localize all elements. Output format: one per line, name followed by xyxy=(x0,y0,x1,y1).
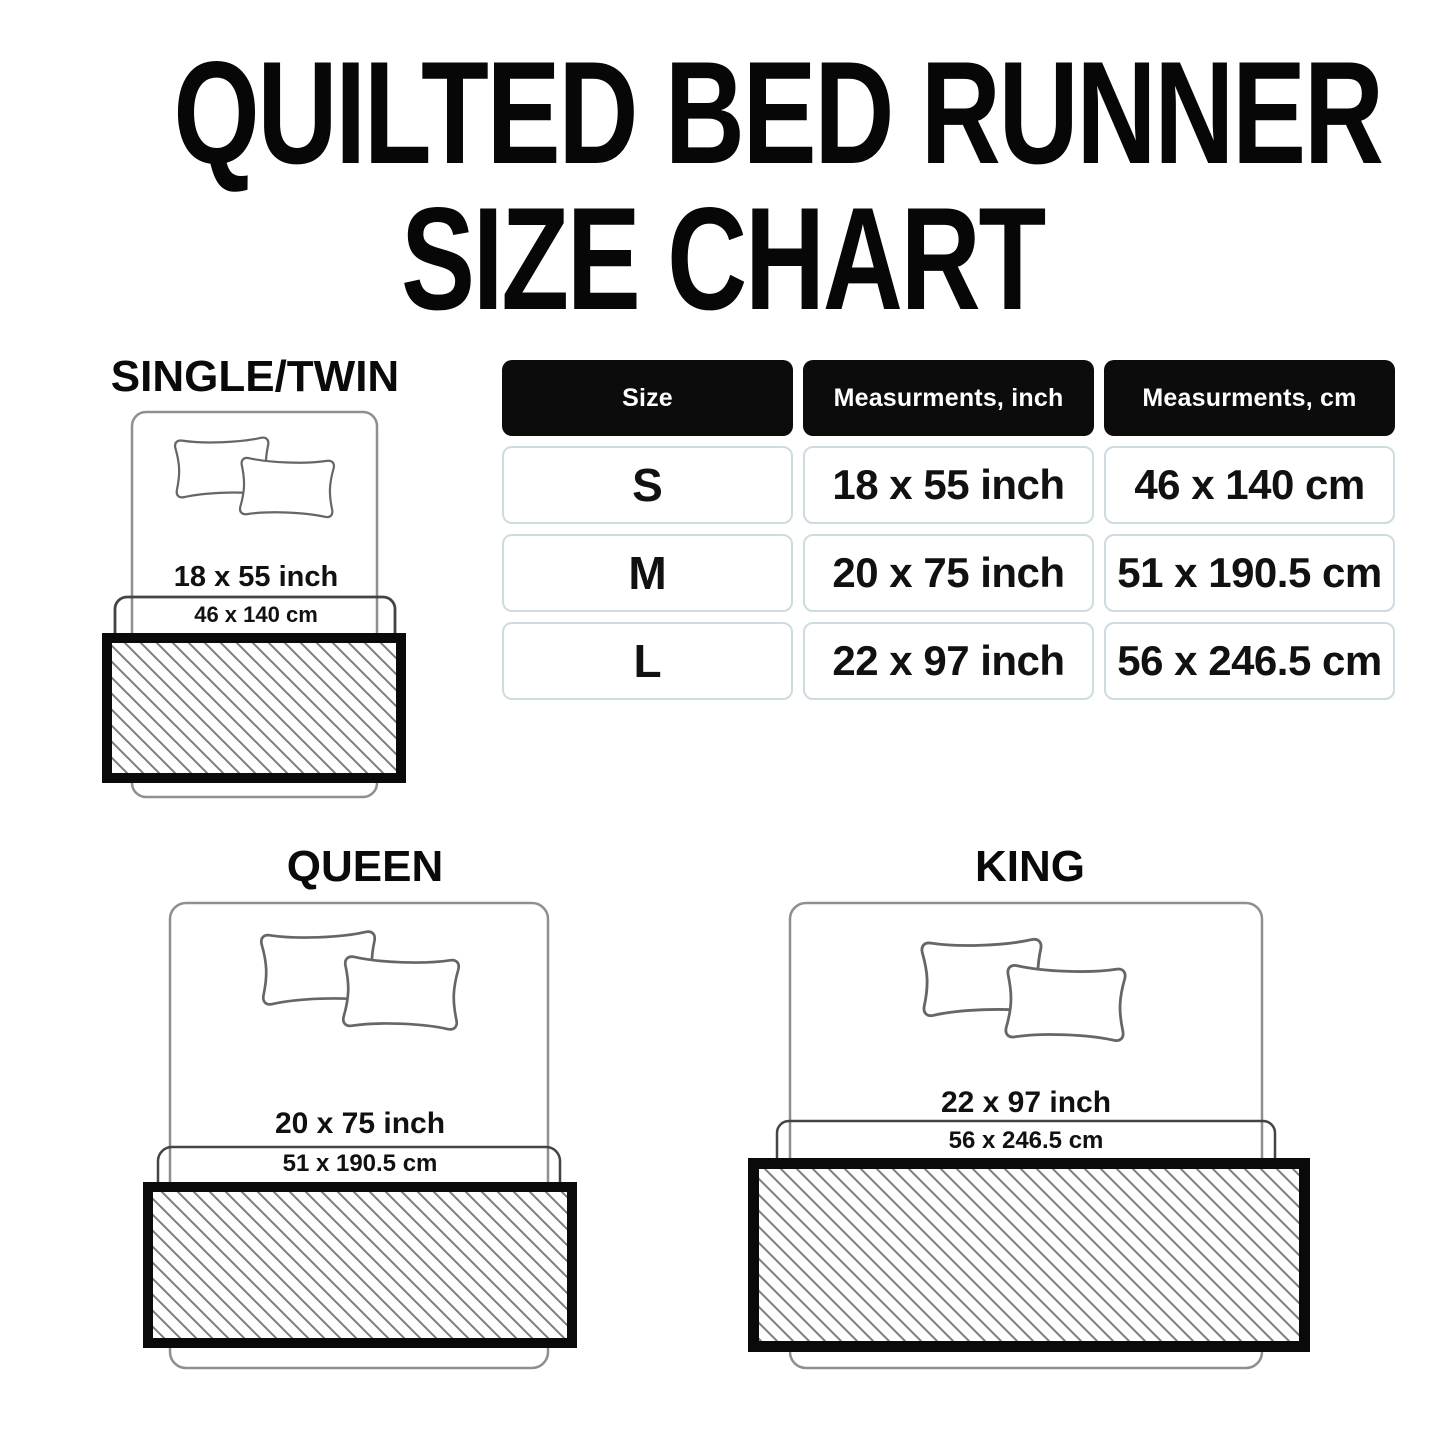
table-cell-s-size: S xyxy=(502,446,793,524)
table-cell-m-inch: 20 x 75 inch xyxy=(803,534,1094,612)
king-diagram xyxy=(740,840,1320,1380)
page-title-line2: SIZE CHART xyxy=(401,177,1044,340)
table-cell-l-size: L xyxy=(502,622,793,700)
queen-label: QUEEN xyxy=(286,842,444,891)
table-cell-l-inch: 22 x 97 inch xyxy=(803,622,1094,700)
king-label: KING xyxy=(975,842,1085,891)
pillow-icon xyxy=(240,458,334,518)
page-title-line1: QUILTED BED RUNNER xyxy=(173,31,1382,194)
dimension-cm-label: 56 x 246.5 cm xyxy=(948,1127,1104,1154)
runner-swatch xyxy=(754,1164,1305,1347)
queen-diagram xyxy=(130,840,600,1380)
table-header-inch: Measurments, inch xyxy=(803,360,1094,436)
dimension-inch-label: 22 x 97 inch xyxy=(940,1086,1112,1119)
dimension-cm-label: 46 x 140 cm xyxy=(194,602,318,627)
table-cell-s-inch: 18 x 55 inch xyxy=(803,446,1094,524)
runner-swatch xyxy=(107,638,401,778)
single-twin-label: SINGLE/TWIN xyxy=(110,352,400,401)
pillow-icon xyxy=(343,956,459,1029)
single-twin-diagram xyxy=(95,405,415,805)
dimension-inch-label: 18 x 55 inch xyxy=(173,561,339,593)
pillow-icon xyxy=(1006,965,1126,1041)
table-cell-m-cm: 51 x 190.5 cm xyxy=(1104,534,1395,612)
table-cell-m-size: M xyxy=(502,534,793,612)
dimension-cm-label: 51 x 190.5 cm xyxy=(282,1150,438,1177)
table-header-size: Size xyxy=(502,360,793,436)
dimension-inch-label: 20 x 75 inch xyxy=(274,1107,446,1140)
runner-swatch xyxy=(148,1187,572,1343)
table-cell-l-cm: 56 x 246.5 cm xyxy=(1104,622,1395,700)
table-cell-s-cm: 46 x 140 cm xyxy=(1104,446,1395,524)
size-table xyxy=(502,360,1395,700)
table-header-cm: Measurments, cm xyxy=(1104,360,1395,436)
